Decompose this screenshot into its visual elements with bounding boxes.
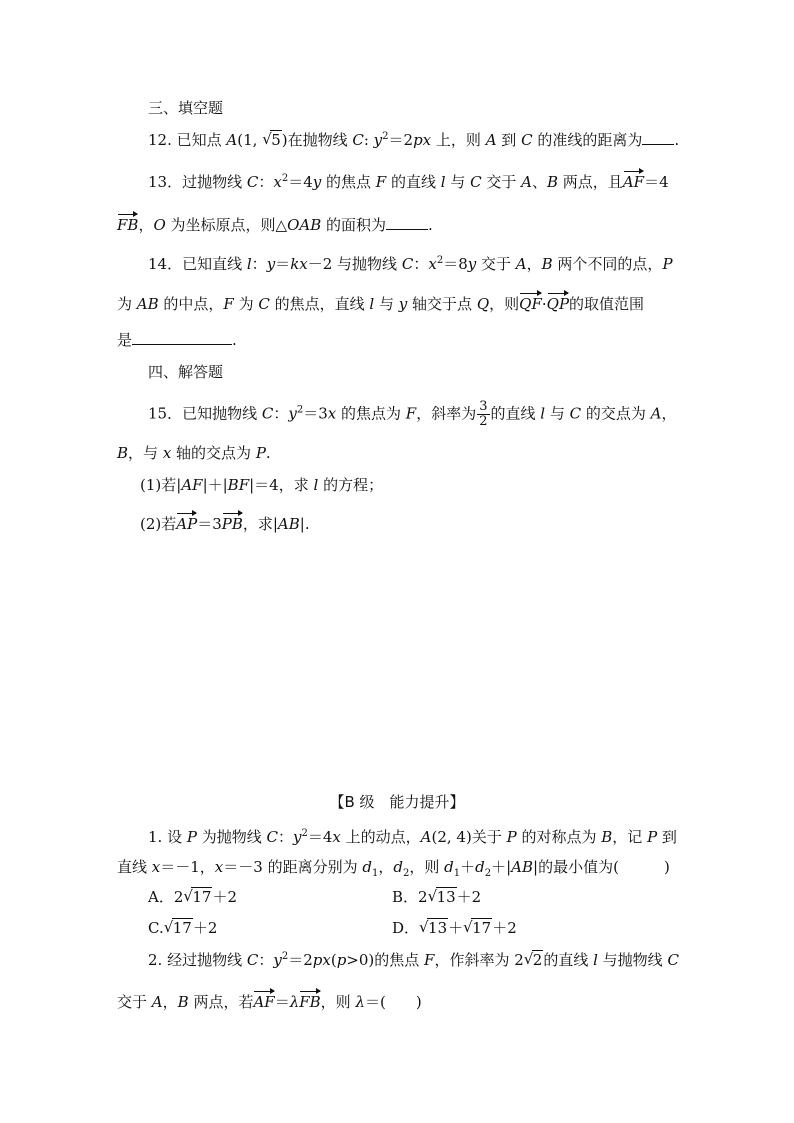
b-question-2-line1: 2. 经过抛物线 C：$y^2=2px(p>0)$的焦点 F，作斜率为 2√ 2的直线 l 与抛物线 C	[148, 950, 679, 970]
b-question-1-line2: 直线 x＝－1，x＝－3 的距离分别为 $d_1$，$d_2$，则 $d_1+d_2+|AB|$的最小值为( )	[117, 858, 670, 879]
b-question-2-line2: 交于 A，B 两点，若AF＝λFB，则 λ＝( )	[117, 990, 422, 1012]
b-question-1-option-d[interactable]: D．√ 13＋√ 17＋2	[392, 918, 517, 938]
question-15-line2: B，与 x 轴的交点为 P.	[117, 444, 271, 462]
question-15-line1: 15．已知抛物线 C：$y^2=3x$ 的焦点为 F，斜率为 $\frac{3}{2}$ 的直线 l 与 C 的交点为 A，	[148, 399, 677, 429]
b-question-1-option-c[interactable]: C.√ 17＋2	[148, 918, 217, 938]
section-heading-fill-blank: 三、填空题	[148, 99, 224, 117]
question-14-line3: 是 .	[117, 331, 237, 349]
b-question-1-option-a[interactable]: A．2√ 17＋2	[148, 887, 237, 907]
question-15-part1: (1)若|AF|＋|BF|＝4，求 l 的方程；	[140, 476, 384, 494]
question-12: 12. 已知点 A(1, √ 5)在抛物线 C: $y^2=2px$ 上，则 A 到 C 的准线的距离为 .	[148, 130, 679, 150]
question-15-part2: (2)若AP＝3PB，求|AB|.	[140, 512, 310, 534]
level-b-heading: 【B 级 能力提升】	[329, 793, 465, 811]
question-14-line2: 为 AB 的中点，F 为 C 的焦点，直线 l 与 y 轴交于点 Q，则QF·QP的取值范围	[117, 292, 644, 314]
question-14-line1: 14．已知直线 l：y＝kx－2 与抛物线 C：$x^2=8y$ 交于 A，B 两个不同的点，P	[148, 255, 673, 273]
question-13-line2: FB，O 为坐标原点，则△OAB 的面积为 .	[117, 213, 433, 235]
section-heading-solve: 四、解答题	[148, 363, 224, 381]
b-question-1-option-b[interactable]: B．2√ 13＋2	[392, 887, 481, 907]
b-question-1-line1: 1. 设 P 为抛物线 C：$y^2=4x$ 上的动点，A(2, 4)关于 P 的对称点为 B，记 P 到	[148, 828, 677, 846]
question-13-line1: 13．过抛物线 C：$x^2=4y$ 的焦点 F 的直线 l 与 C 交于 A、B 两点，且AF＝4	[148, 170, 669, 192]
